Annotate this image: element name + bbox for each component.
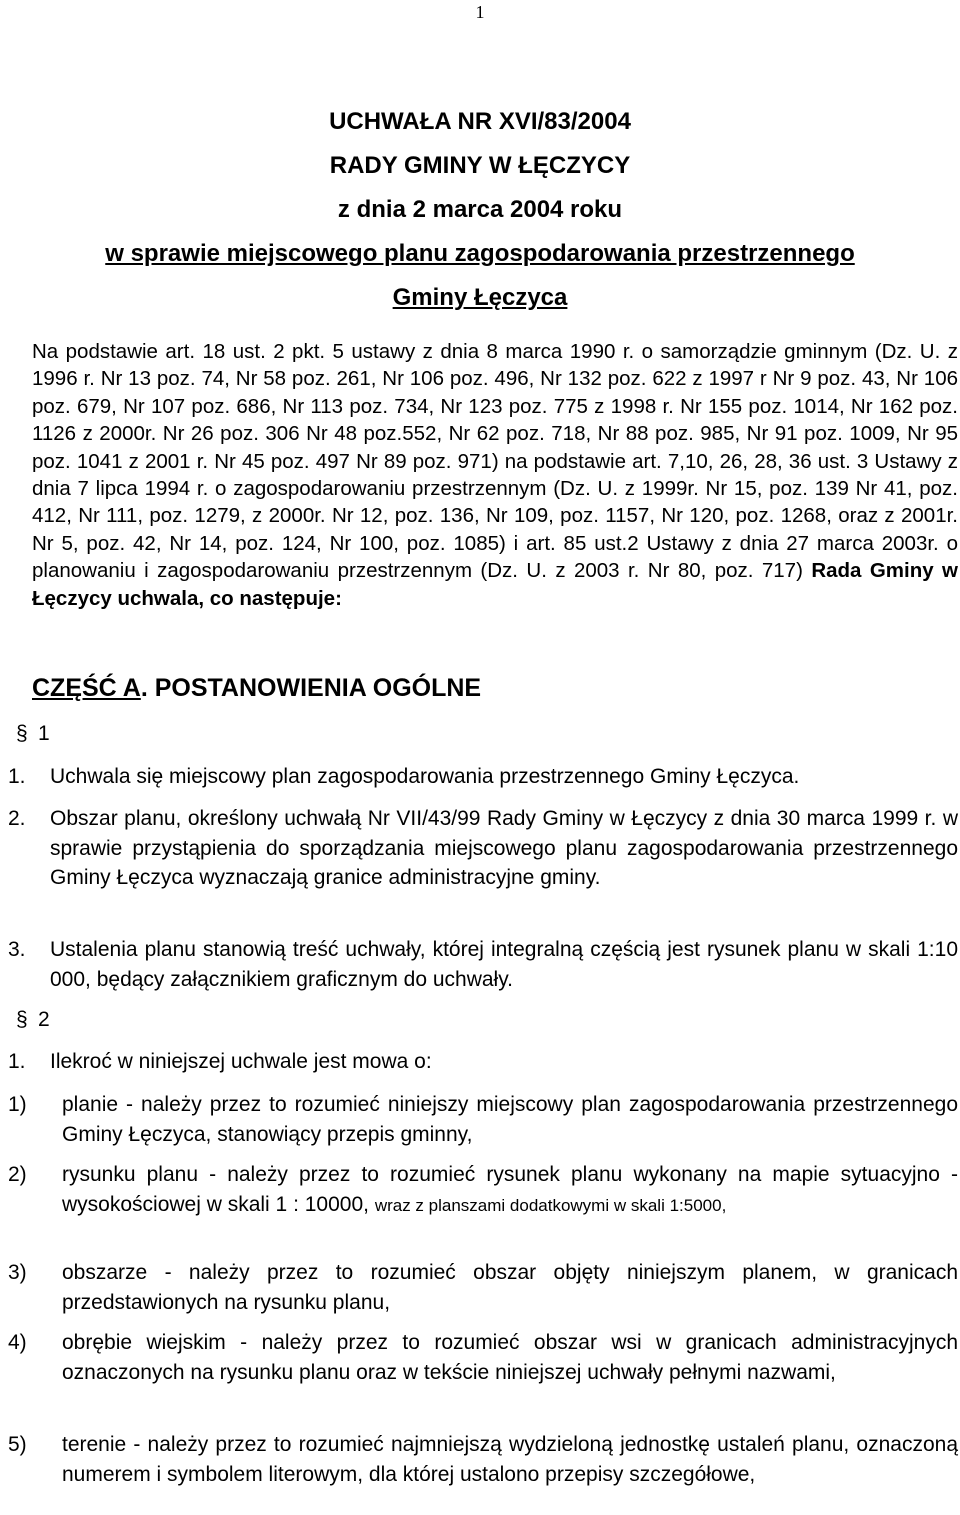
definition-number: 2) xyxy=(8,1163,27,1186)
preamble xyxy=(32,338,958,612)
council-name: RADY GMINY W ŁĘCZYCY xyxy=(329,152,631,179)
section-symbol: § xyxy=(16,722,28,745)
item-text: Obszar planu, określony uchwałą Nr VII/43/99 Rady Gminy w Łęczycy z dnia 30 marca 1999 r. w sprawie przystąpienia do sporządzania miejscowego planu zagospodarowania przestrzennego Gminy Łęczyca wyznaczają granice administracyjne gminy. xyxy=(50,807,958,889)
definition-number: 4) xyxy=(8,1331,27,1354)
section-number: 1 xyxy=(38,722,50,745)
item-number: 2. xyxy=(8,807,26,830)
item-number: 1. xyxy=(8,1050,26,1073)
list-item xyxy=(8,762,958,792)
resolution-subject-gmina: Gminy Łęczyca xyxy=(392,284,568,311)
list-item xyxy=(8,935,958,994)
resolution-number: UCHWAŁA NR XVI/83/2004 xyxy=(329,108,631,135)
document-header xyxy=(0,100,960,320)
resolution-subject: w sprawie miejscowego planu zagospodarowania przestrzennego xyxy=(105,240,855,267)
definition-main-text: rysunku planu - należy przez to rozumieć rysunek planu wykonany na mapie sytuacyjno - wysokościowej w skali 1 : 10000, xyxy=(62,1163,958,1216)
section-1-heading xyxy=(16,722,50,746)
section-symbol: § xyxy=(16,1008,28,1031)
definition-item xyxy=(8,1430,958,1489)
definition-item xyxy=(8,1258,958,1317)
item-number: 3. xyxy=(8,938,26,961)
section-2-heading xyxy=(16,1008,50,1032)
section-number: 2 xyxy=(38,1008,50,1031)
definition-item xyxy=(8,1090,958,1149)
list-item xyxy=(8,804,958,893)
preamble-text: Na podstawie art. 18 ust. 2 pkt. 5 ustawy z dnia 8 marca 1990 r. o samorządzie gminnym (Dz. U. z 1996 r. Nr 13 poz. 74, Nr 58 poz. 261, Nr 106 poz. 496, Nr 132 poz. 622 z 1997 r Nr 9 poz. 43, Nr 106 poz. 679, Nr 107 poz. 686, Nr 113 poz. 734, Nr 123 poz. 775 z 1998 r. Nr 155 poz. 1014, Nr 162 poz. 1126 z 2000r. Nr 26 poz. 306 Nr 48 poz.552, Nr 62 poz. 718, Nr 88 poz. 985, Nr 91 poz. 1009, Nr 95 poz. 1041 z 2001 r. Nr 45 poz. 497 Nr 89 poz. 971) na podstawie art. 7,10, 26, 28, 36 ust. 3 Ustawy z dnia 7 lipca 1994 r. o zagospodarowaniu przestrzennym (Dz. U. z 1999r. Nr 15, poz. 139 Nr 41, poz. 412, Nr 111, poz. 1279, z 2000r. Nr 12, poz. 136, Nr 109, poz. 1157, Nr 120, poz. 1268, oraz z 2001r. Nr 5, poz. 42, Nr 14, poz. 124, Nr 100, poz. 1085) i art. 85 ust.2 Ustawy z dnia 27 marca 2003r. o planowaniu i zagospodarowaniu przestrzennym (Dz. U. z 2003 r. Nr 80, poz. 717) xyxy=(32,340,958,583)
preamble-enacting-clause: Rada Gminy w Łęczycy uchwala, co następuje: xyxy=(32,559,958,610)
part-dot: . xyxy=(140,674,148,702)
definition-text: obszarze - należy przez to rozumieć obszar objęty niniejszym planem, w granicach przedstawionych na rysunku planu, xyxy=(62,1261,958,1314)
definition-small-text: wraz z planszami dodatkowymi w skali 1:5000, xyxy=(374,1195,727,1215)
item-text: Uchwala się miejscowy plan zagospodarowania przestrzennego Gminy Łęczyca. xyxy=(50,765,800,788)
item-text: Ilekroć w niniejszej uchwale jest mowa o: xyxy=(50,1050,432,1073)
page-number: 1 xyxy=(475,2,485,22)
definition-item xyxy=(8,1328,958,1387)
definition-number: 3) xyxy=(8,1261,27,1284)
definition-text: terenie - należy przez to rozumieć najmniejszą wydzieloną jednostkę ustaleń planu, oznaczoną numerem i symbolem literowym, dla której ustalono przepisy szczegółowe, xyxy=(62,1433,958,1486)
definition-item xyxy=(8,1160,958,1220)
list-item xyxy=(8,1047,958,1077)
part-heading: POSTANOWIENIA OGÓLNE xyxy=(147,674,482,702)
resolution-date: z dnia 2 marca 2004 roku xyxy=(337,196,623,223)
definition-number: 5) xyxy=(8,1433,27,1456)
part-title xyxy=(32,674,481,703)
item-number: 1. xyxy=(8,765,26,788)
definition-text: planie - należy przez to rozumieć niniejszy miejscowy plan zagospodarowania przestrzennego Gminy Łęczyca, stanowiący przepis gminny, xyxy=(62,1093,958,1146)
definition-text xyxy=(62,1160,958,1220)
definition-text: obrębie wiejskim - należy przez to rozumieć obszar wsi w granicach administracyjnych oznaczonych na rysunku planu oraz w tekście niniejszej uchwały pełnymi nazwami, xyxy=(62,1331,958,1384)
definition-number: 1) xyxy=(8,1093,27,1116)
item-text: Ustalenia planu stanowią treść uchwały, której integralną częścią jest rysunek planu w skali 1:10 000, będący załącznikiem graficznym do uchwały. xyxy=(50,938,958,991)
part-label: CZĘŚĆ A xyxy=(32,674,141,702)
